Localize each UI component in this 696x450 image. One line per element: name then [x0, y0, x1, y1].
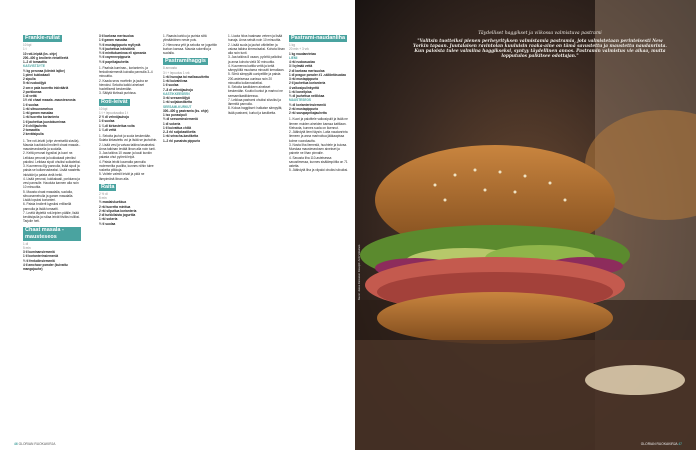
- footer-brand: GLORIAN RUOKAKIRJA: [640, 442, 678, 446]
- ingredient-item: 4 rkl ruokasuolaa: [289, 60, 315, 64]
- page-number: 47: [678, 442, 682, 446]
- ingredient-item: ½ tl suolaa: [99, 221, 116, 226]
- ingredient-list: [289, 52, 350, 116]
- instruction-step: 3. Nosta liha liemestä, huuhtele ja kuivaa. Murskaa mausteseoksen ainekset ja painele ne lihan pinnalle.: [289, 142, 347, 156]
- instruction-step: 5. Jäähdytä liha ja viipaloi ohuiksi siivuiksi.: [289, 168, 349, 173]
- ingredient-item: 1 tl korianterinsiemeniä: [23, 254, 59, 259]
- ingredient-item: ½ tl jauhettua inkivääriä: [99, 46, 135, 51]
- ingredient-item: 2 ½ dl vehnäjauhoja: [99, 115, 129, 119]
- ingredient-item: 2 rkl savupaprikajauhetta: [289, 111, 327, 115]
- instruction-list: [289, 117, 350, 172]
- ingredient-item: 1 pieni kukkakaali: [23, 72, 50, 77]
- ingredient-item: 1 rkl tuoretta korianteria: [23, 115, 59, 120]
- recipe-yield: 1 kg: [289, 43, 295, 47]
- ingredient-item: 1 rkl sokeria: [99, 217, 118, 222]
- recipe-time: 1 t: [23, 47, 27, 52]
- ingredient-item: ½ kg perunaa (kiinteä lajike): [23, 68, 65, 73]
- recipe-title-chaat: Chaat masala -mausteseos: [23, 227, 81, 241]
- instruction-step: 3. Säilytä tiiviissä purkissa.: [99, 91, 137, 96]
- recipe-title-frankie: Frankie-rullat: [25, 35, 60, 41]
- ingredient-item: 1 tl garam masalaa: [99, 38, 128, 43]
- ingredient-list: [163, 75, 223, 143]
- recipe-yield: 10 kpl: [23, 43, 32, 47]
- instruction-step: 4. Savusta liha 110-asteisessa savustimessa, kunnes sisälämpötila on 71 astetta.: [289, 155, 348, 168]
- ingredient-item: 1–2 rkl punaista pippuria: [163, 138, 201, 143]
- ingredient-item: 2 tomaattia: [23, 128, 40, 132]
- pull-quote: [410, 31, 670, 59]
- instruction-step: 7. Leikkaa pastrami ohuiksi siivuiksi ja lämmitä pannulla.: [228, 97, 281, 106]
- left-page-footer: [14, 442, 55, 446]
- ingredient-item: 1 tl kuivattua chiliä: [163, 125, 192, 130]
- instruction-step: 1. Paahda kuminan-, korianterin- ja fenkolinsiemeniä kuivalla pannulla 3–4 minuuttia.: [99, 65, 153, 79]
- ingredient-item: 3 l kylmää vettä: [289, 64, 313, 69]
- instruction-step: 7. Levitä täytettä roti-leipien päälle, lisää kevätsipulia ja rullaa leivät tiiviiksi rulliksi. Tarjoile heti.: [23, 210, 80, 224]
- recipe-time: 5 min: [99, 196, 107, 200]
- instruction-step: 2. Hienonna yrtit ja sekoita ne jogurttiin kurkun kanssa. Mausta sokerilla ja suolalla.: [163, 42, 218, 55]
- ingredient-item: 2 rkl mustapippuria: [289, 106, 318, 111]
- ingredient-item: 2 rkl silputtua korianteria: [99, 208, 137, 213]
- ingredient-item: 3 tl karkeaa merisuolaa: [99, 34, 134, 38]
- photo-credit: Kuvat: Jaana Rantanen Reseptit: Antti Väisänen: [358, 244, 361, 300]
- ingredient-item: KASVISTÄYTE: [23, 64, 45, 69]
- ingredient-item: 1 tl suolaa: [99, 119, 115, 124]
- instruction-step: 8. Kokoa haggikset: halkaise sämpylät, lisää pastrami, kurkut ja kastiketta.: [228, 106, 283, 115]
- ingredient-item: 2 cm:n pala tuoretta inkivääriä: [23, 85, 69, 90]
- instruction-step: 2. Lisää suola ja jauhot vähitellen ja vaivaa taikina kimmoisaksi. Kohota liinan alla noin tunti.: [228, 42, 285, 55]
- ingredient-item: 2 tl jauhettua korianteria: [289, 81, 326, 86]
- instruction-step: 1. Tee roti-leivät (ohje viereisellä sivulla). Mausta kuutioidut broilerit chaat masala -mausteseoksella ja suolalla.: [23, 138, 81, 151]
- recipe-time: 1 t + lepuutusaika 1 t: [99, 110, 129, 115]
- ingredient-item: 2 tl chilijauhetta: [23, 123, 47, 128]
- instruction-list: [163, 34, 223, 55]
- ingredient-item: ½ maalaiskurkkua: [99, 200, 127, 205]
- recipe-title-pastrami: Pastramihaggis: [165, 58, 206, 65]
- instruction-step: 4. Lisää perunat, kukkakaali, porkkana ja vesi pannulle. Hauduta kannen alla noin 10 minuuttia.: [23, 176, 80, 190]
- ingredient-item: 1 rkl sriracha-kastiketta: [163, 134, 199, 139]
- ingredient-item: 1–2 dl tomaattia: [23, 60, 47, 64]
- instruction-list: [99, 66, 158, 96]
- ingredient-item: 1 kg naudanrintaa: [289, 51, 316, 56]
- ingredient-item: ½ tl cayennepippuria: [99, 55, 131, 60]
- ingredient-item: 200–400 g broilerin rintafileetä: [23, 55, 69, 60]
- instruction-step: 1. Kuori ja paloittele valkosipulit ja lisää ne liemen muiden aineiden kanssa kattilaan. Kiehauta, kunnes suola on liuennut.: [289, 117, 348, 130]
- instruction-step: 2. Keitä perunat kypsiksi ja kuori ne. Leikkaa perunat ja kukkakaali pieniksi paloiksi. Leikkaa sipuli ohuiksi suikaleiksi.: [23, 151, 81, 164]
- instruction-step: 2. Kaada seos morttelin ja jauha se hienoksi. Sekoita kaikki ainekset huolellisesti keskenään.: [99, 78, 149, 91]
- recipe-time: 5 min: [23, 245, 31, 250]
- ingredient-item: 5 rkl ruokaöljyä: [23, 81, 47, 86]
- instruction-step: 6. Paista broilerit kypsiksi erillisellä pannulla ja lisää tomaatti.: [23, 202, 72, 211]
- recipe-title-roti: Roti-leivät: [101, 98, 128, 105]
- photo-illustration: [355, 0, 696, 450]
- ingredient-item: 1½ rkl chaat masala -mausteseosta: [23, 98, 76, 103]
- recipe-time: 3 t + lepuutus 1 vrk: [163, 70, 190, 75]
- food-photo: [355, 0, 696, 450]
- column-3: [163, 34, 223, 143]
- ingredient-item: 3 tl kuminansiemeniä: [23, 250, 55, 254]
- ingredient-item: ½ tl minttukuminaa eli ajowania: [99, 51, 147, 55]
- instruction-step: 5. Siirrä sämpylät uunipellille ja paista 200-asteisessa uunissa noin 20 minuuttia kullanruskeiksi.: [228, 72, 281, 85]
- ingredient-item: 1 rkl hunajaa tai mallasuuttetta: [163, 74, 209, 79]
- ingredient-item: 3 rkl mustapippuria: [289, 77, 318, 81]
- pull-quote-body: "Valitsin tuotteiksi pienen perheyrityksen valmistamia pastramia, jota valmistetaan perinteisesti New Yorkin tapaan. Juutalaisen ravintolan kuuluisin raaka-aine on tämä savustettu ja maustettu naudanrinta. Kun paloista tulee valmiina haggikseksi, syntyy täydellinen annos. Pastramin valmistus vie aikaa, mutta lopputulos palkitsee odottajan.": [413, 39, 667, 60]
- instruction-list: [99, 134, 158, 181]
- recipe-yield: 8 annosta: [163, 66, 177, 71]
- ingredient-item: LIEMI: [289, 55, 298, 60]
- instruction-step: 4. Paista leivät kuumalla pannulla molemmilta puolilta, kunnes niihin tulee ruskeita pilkkuja.: [99, 159, 154, 172]
- column-1: [23, 34, 81, 271]
- column-4: [228, 34, 285, 115]
- ingredient-list: [99, 34, 158, 64]
- ingredient-item: 1 tl suolaa: [23, 102, 39, 107]
- ingredient-item: SEESAMI-KURKUT: [163, 104, 192, 109]
- ingredient-item: 2 rkl tuoretta minttua: [99, 204, 131, 209]
- ingredient-item: 1 rkl sitruunamehua: [23, 106, 53, 111]
- ingredient-list: [23, 52, 81, 137]
- ingredient-item: 1 rkl kuivahiivaa: [163, 79, 188, 83]
- ingredient-item: ½ dl korianterinsiemeniä: [289, 102, 326, 107]
- instruction-list: [23, 139, 81, 224]
- recipe-yield: 10 kpl: [99, 106, 108, 111]
- ingredient-item: 2–3 rkl soijakastiketta: [163, 130, 196, 134]
- ingredient-item: 4 tl amchoor powder (kuivattu mangojauhe): [23, 262, 68, 271]
- instruction-step: 1. Raasta kurkku ja purista siitä ylimääräinen neste pois.: [163, 34, 207, 43]
- ingredient-item: 1 dl vettä: [23, 94, 37, 98]
- recipe-title-raita: Raita: [101, 183, 115, 190]
- ingredient-item: 1 rkl soijakastiketta: [163, 100, 192, 105]
- ingredient-item: ½ tl paprikajauhetta: [99, 59, 129, 64]
- ingredient-item: 1 rkl garam masalaa: [23, 111, 54, 115]
- instruction-step: 5. Mausta chaat masalalla, suolalla, sitruunamehulla ja garam masalalla. Lisää lopuksi korianteri.: [23, 189, 74, 202]
- ingredient-item: 2 kevätsipulia: [23, 132, 44, 137]
- recipe-yield: 2 ½ dl: [99, 191, 108, 196]
- instruction-step: 5. Voitele valmiit leivät ja pidä ne lämpimänä liinan alla.: [99, 172, 145, 181]
- footer-brand: GLORIAN RUOKAKIRJA: [18, 442, 56, 446]
- ingredient-list: [23, 250, 81, 271]
- instruction-step: 2. Lisää vesi ja vaivaa taikina tasaiseksi. Anna taikinan levätä liinan alla noin tunti.: [99, 142, 156, 151]
- ingredient-item: 10 roti-leipää (ks. ohje): [23, 51, 58, 56]
- ingredient-item: ½ dl seesaminsiemeniä: [163, 117, 198, 122]
- recipe-title-pastrami-meat: Pastrami-naudanliha: [291, 35, 346, 41]
- ingredient-item: ½ dl jauhettua neilikkaa: [289, 94, 325, 98]
- pull-quote-heading: Täydelliset haggikset ja viikossa valmistuva pastrami: [478, 31, 602, 36]
- instruction-step: 6. Sekoita kastikkeen ainekset keskenään. Kuutioi kurkut ja marinoi ne seesamikastikkeessa.: [228, 85, 283, 98]
- ingredient-item: 1 ¼ dl kirkastettua voita: [99, 123, 135, 128]
- instruction-step: 3. Kuumenna öljy pannulla, lisää sipuli ja paista se kullanruskeaksi. Lisää raastettu inkivääri ja paista vielä hetki.: [23, 164, 81, 177]
- ingredient-item: 1 dl sokeria: [163, 121, 181, 126]
- ingredient-item: 1 ¼ dl vettä: [99, 127, 117, 132]
- ingredient-item: 1 dl prague powder #1 -säilöntäsuolaa: [289, 72, 346, 77]
- ingredient-item: 2 dl turkkilaista jogurttia: [99, 213, 136, 217]
- ingredient-item: 2 sipulia: [23, 77, 36, 81]
- ingredient-item: 4 valkosipulinkynttä: [289, 85, 320, 90]
- page-number: 46: [14, 442, 18, 446]
- instruction-step: 2. Jäähdytä liemi täysin. Laita naudanrinta liemeen ja anna marinoitua jääkaapissa kolme vuorokautta.: [289, 130, 348, 143]
- right-page-footer: [641, 442, 682, 446]
- recipe-time: 20 min + 3 vrk: [289, 47, 309, 52]
- ingredient-item: 300–400 g pastramia (ks. ohje): [163, 108, 209, 113]
- instruction-step: 1. Liuota hiiva haaleaan veteen ja lisää hunaja. Anna seistä noin 10 minuuttia.: [228, 34, 283, 43]
- ingredient-item: 2 porkkanaa: [23, 89, 42, 94]
- column-2: [99, 34, 158, 226]
- ingredient-item: MAUSTESEOS: [289, 98, 311, 103]
- instruction-list: [228, 34, 285, 115]
- column-5: [289, 34, 350, 173]
- ingredient-item: ½ tl fenkolinsiemeniä: [23, 258, 55, 263]
- ingredient-item: KASTIKKEESEEN: [163, 91, 190, 96]
- ingredient-item: ½ tl mustapippuria myllystä: [99, 42, 141, 47]
- ingredient-item: 3 rkl seesamiöljyä: [163, 96, 190, 100]
- ingredient-item: 1 iso punasipuli: [163, 113, 187, 117]
- ingredient-item: 1 tl suolaa: [163, 83, 179, 88]
- instruction-step: 3. Jaa taikina 10 osaan ja kauli kunkin palasta ohut pyöreä leipä.: [99, 151, 152, 160]
- ingredient-item: 1 tl jauhettua juustokuminaa: [23, 119, 66, 124]
- instruction-step: 3. Jaa taikina 8 osaan, pyöritä palloiksi ja anna kohota vielä 30 minuuttia.: [228, 55, 282, 64]
- ingredient-list: [99, 200, 158, 226]
- ingredient-item: 7–8 dl vehnäjauhoja: [163, 87, 193, 92]
- instruction-step: 1. Sekoita jauhot ja suola keskenään. Sulata kirkastettu voi ja lisää se jauhoihin.: [99, 134, 158, 143]
- ingredient-item: 1 rkl kaneliplaa: [289, 89, 312, 94]
- ingredient-item: 2 dl karkeaa merisuolaa: [289, 68, 325, 73]
- ingredient-list: [99, 115, 158, 132]
- recipe-yield: 1 dl: [23, 241, 29, 246]
- instruction-step: 4. Kuumenna kattila vettä ja keitä sämpylöitä muutama minuutti kerrallaan.: [228, 63, 285, 72]
